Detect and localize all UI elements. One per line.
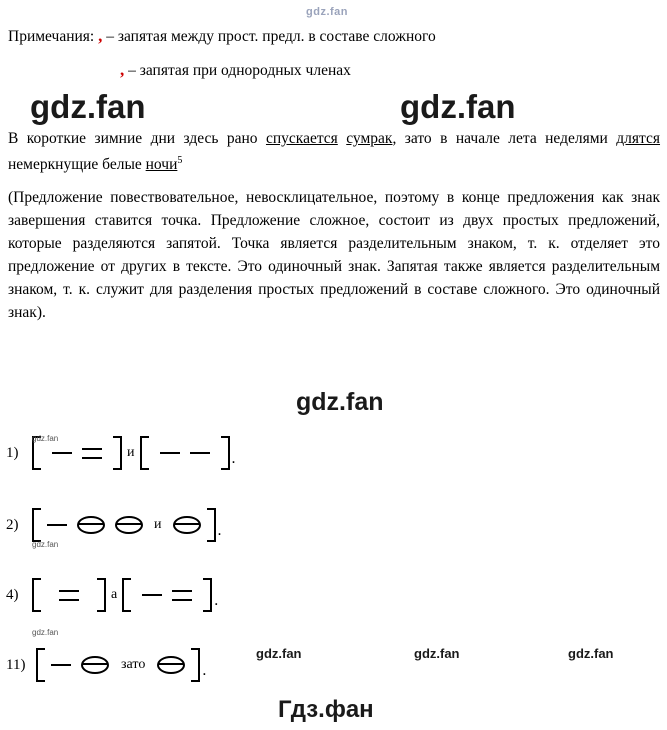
wavy-ellipse-symbol bbox=[157, 656, 185, 674]
dash-symbol bbox=[160, 452, 180, 454]
scheme-2 bbox=[6, 508, 222, 542]
notes-label: Примечания: bbox=[8, 28, 95, 45]
scheme-11-bracket-group bbox=[36, 648, 200, 682]
scheme-4 bbox=[6, 578, 218, 612]
underlined-word-1: спускается bbox=[265, 130, 338, 147]
scheme-2-bracket-group bbox=[32, 508, 216, 542]
notes-line-2 bbox=[120, 60, 351, 80]
bracket-right-icon bbox=[191, 648, 200, 682]
scheme-2-conjunction: и bbox=[154, 517, 162, 532]
scheme-2-members bbox=[41, 508, 207, 542]
wavy-ellipse-symbol bbox=[77, 516, 105, 534]
underlined-word-4: ночи bbox=[145, 156, 178, 174]
scheme-11-number: 11) bbox=[6, 656, 26, 673]
scheme-11-members bbox=[45, 648, 191, 682]
scheme-4-left-bracket-group bbox=[32, 578, 106, 612]
bracket-left-icon bbox=[36, 648, 45, 682]
sentence-space bbox=[338, 130, 346, 147]
sentence-part-1: В короткие зимние дни здесь рано bbox=[8, 130, 266, 147]
bracket-left-icon bbox=[122, 578, 131, 612]
sentence-superscript: 5 bbox=[177, 155, 183, 166]
watermark-right-big: gdz.fan bbox=[400, 88, 516, 125]
sentence-part-3: немеркнущие белые bbox=[8, 156, 146, 174]
scheme-1-conjunction: и bbox=[127, 445, 135, 460]
double-line-symbol bbox=[59, 590, 79, 601]
dash-symbol bbox=[142, 594, 162, 596]
comma-symbol-2: , bbox=[120, 60, 125, 79]
bracket-right-icon bbox=[221, 436, 230, 470]
wavy-ellipse-symbol bbox=[173, 516, 201, 534]
dash-symbol bbox=[51, 664, 71, 666]
underlined-word-2: сумрак bbox=[346, 130, 393, 147]
scheme-1-right-members bbox=[149, 436, 221, 470]
watermark-tiny-3: gdz.fan bbox=[32, 628, 59, 637]
scheme-2-period: . bbox=[217, 522, 222, 539]
bracket-left-icon bbox=[32, 578, 41, 612]
scheme-4-period: . bbox=[214, 592, 219, 609]
watermark-row-c: gdz.fan bbox=[568, 646, 614, 661]
watermark-tiny-2: gdz.fan bbox=[32, 540, 59, 549]
underlined-word-3: длятся bbox=[616, 130, 661, 147]
scheme-4-left-members bbox=[41, 578, 97, 612]
bracket-right-icon bbox=[207, 508, 216, 542]
wavy-ellipse-symbol bbox=[115, 516, 143, 534]
watermark-center-mid: gdz.fan bbox=[296, 388, 384, 416]
example-sentence bbox=[8, 128, 660, 176]
notes-text-2: – запятая при однородных членах bbox=[128, 62, 351, 79]
watermark-row-a: gdz.fan bbox=[256, 646, 302, 661]
notes-text-1: – запятая между прост. предл. в составе сложного bbox=[106, 28, 436, 45]
double-line-symbol bbox=[82, 448, 102, 459]
scheme-2-number: 2) bbox=[6, 516, 19, 533]
dash-symbol bbox=[52, 452, 72, 454]
scheme-4-right-bracket-group bbox=[122, 578, 212, 612]
scheme-11-conjunction: зато bbox=[121, 657, 146, 672]
scheme-11-period: . bbox=[202, 662, 207, 679]
watermark-tiny-1: gdz.fan bbox=[32, 434, 59, 443]
watermark-left-big: gdz.fan bbox=[30, 88, 146, 125]
bracket-left-icon bbox=[140, 436, 149, 470]
bracket-right-icon bbox=[203, 578, 212, 612]
sentence-part-2: , зато в начале лета неделями bbox=[392, 130, 617, 147]
scheme-4-number: 4) bbox=[6, 586, 19, 603]
scheme-1-number: 1) bbox=[6, 444, 19, 461]
bracket-right-icon bbox=[97, 578, 106, 612]
watermark-row-b: gdz.fan bbox=[414, 646, 460, 661]
watermark-footer: Гдз.фан bbox=[278, 696, 374, 723]
double-line-symbol bbox=[172, 590, 192, 601]
bracket-left-icon bbox=[32, 508, 41, 542]
scheme-4-right-members bbox=[131, 578, 203, 612]
scheme-4-conjunction: а bbox=[111, 587, 118, 602]
dash-symbol bbox=[190, 452, 210, 454]
scheme-1-period: . bbox=[231, 450, 236, 467]
analysis-paragraph: (Предложение повествовательное, невосклицательное, поэтому в конце предложения как знак завершения ставится точка. Предложение сложное, состоит из двух простых предложений, которые разделяются запятой. Точка является разделительным знаком, т. к. отделяет это предложение от других в тексте. Это одиночный знак. Запятая также является разделительным знаком, т. к. служит для разделения простых предложений в составе сложного. Это одиночный знак). bbox=[8, 189, 660, 321]
bracket-right-icon bbox=[113, 436, 122, 470]
comma-symbol-1: , bbox=[98, 26, 103, 45]
wavy-ellipse-symbol bbox=[81, 656, 109, 674]
dash-symbol bbox=[47, 524, 67, 526]
watermark-top: gdz.fan bbox=[306, 6, 348, 18]
notes-line-1 bbox=[8, 26, 648, 47]
scheme-11 bbox=[6, 648, 206, 682]
scheme-1-right-bracket-group bbox=[140, 436, 230, 470]
